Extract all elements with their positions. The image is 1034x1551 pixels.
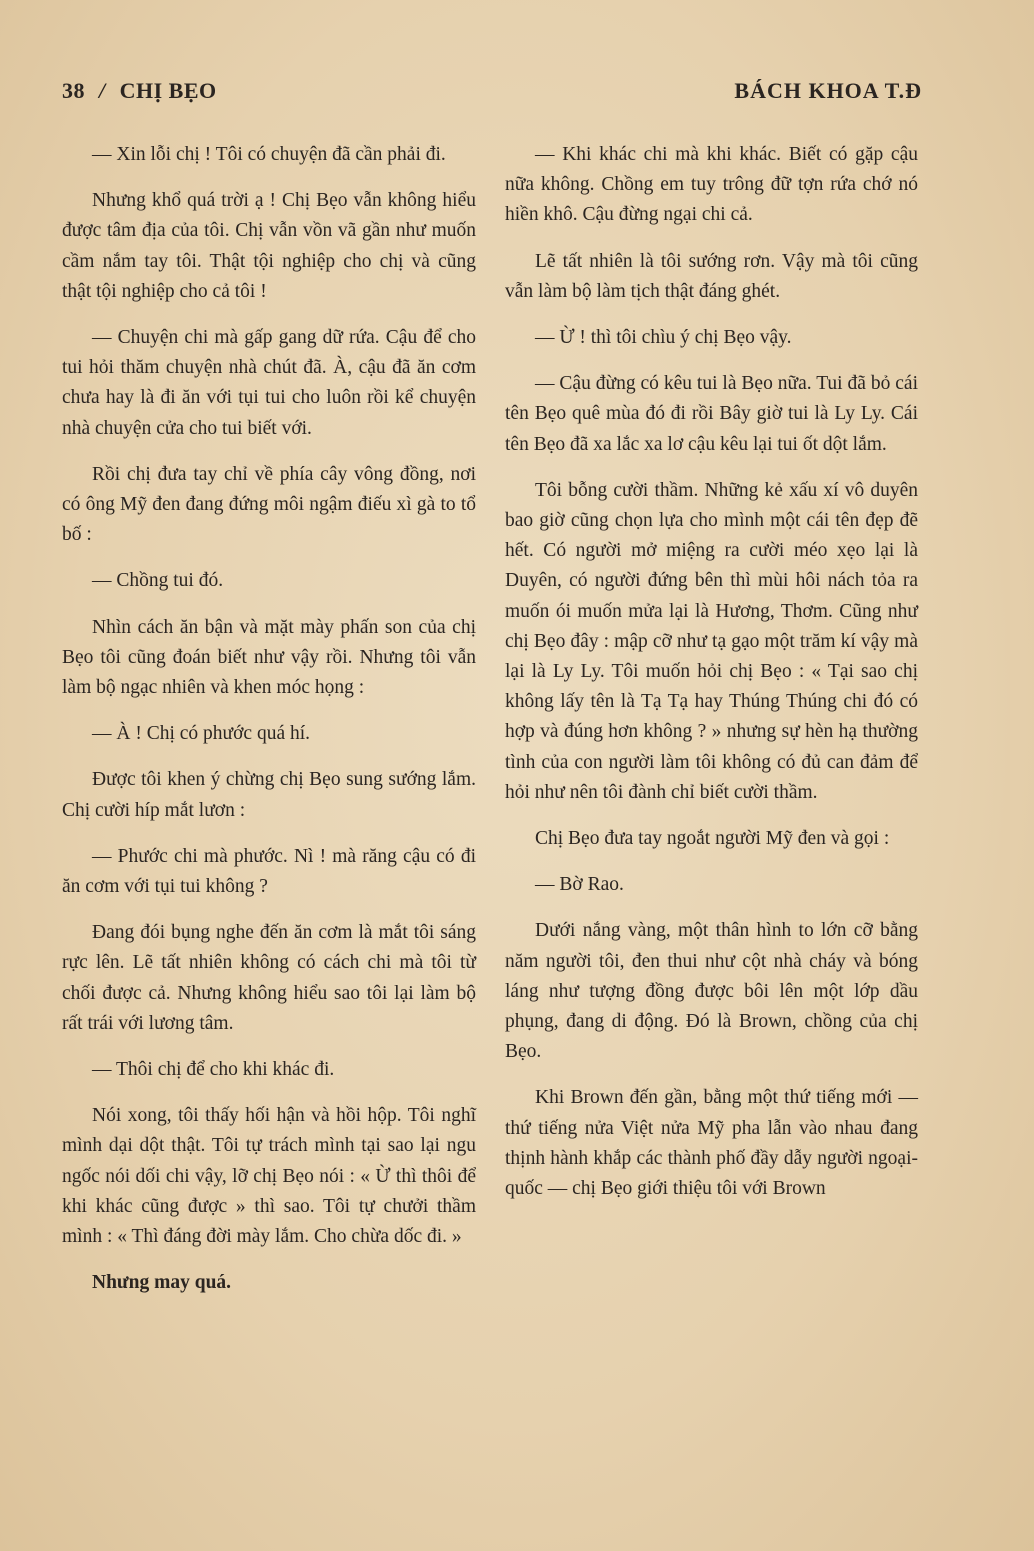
paragraph: — Chồng tui đó. bbox=[92, 570, 224, 592]
right-column bbox=[505, 140, 918, 1220]
paragraph: — Xin lỗi chị ! Tôi có chuyện đã cần phải đi. bbox=[92, 144, 446, 165]
paragraph: — Thôi chị để cho khi khác đi. bbox=[92, 1059, 335, 1081]
paragraph: — Phước chi mà phước. Nì ! mà răng cậu có đi ăn cơm với tụi tui không ? bbox=[62, 845, 476, 898]
section-title: CHỊ BẸO bbox=[119, 78, 217, 103]
paragraph: — Chuyện chi mà gấp gang dữ rứa. Cậu để cho tui hỏi thăm chuyện nhà chút đã. À, cậu đã ăn cơm chưa hay là đi ăn với tụi tui cho luôn rồi kể chuyện nhà chuyện cửa cho tui biết với. bbox=[62, 327, 476, 439]
paragraph: Rồi chị đưa tay chỉ về phía cây vông đồng, nơi có ông Mỹ đen đang đứng môi ngậm điếu xì gà to tổ bố : bbox=[62, 463, 476, 546]
paragraph: Nhưng may quá. bbox=[92, 1272, 232, 1294]
page-header bbox=[62, 78, 922, 114]
paragraph: Khi Brown đến gần, bằng một thứ tiếng mới — thứ tiếng nửa Việt nửa Mỹ pha lẫn vào nhau đang thịnh hành khắp các thành phố đầy dẫy người ngoại-quốc — chị Bẹo giới thiệu tôi với Brown bbox=[505, 1087, 918, 1200]
paragraph: Nhưng khổ quá trời ạ ! Chị Bẹo vẫn không hiểu được tâm địa của tôi. Chị vẫn vồn vã gần như muốn cầm nắm tay tôi. Thật tội nghiệp cho chị và cũng thật tội nghiệp cho cả tôi ! bbox=[62, 190, 476, 302]
paragraph: Đang đói bụng nghe đến ăn cơm là mắt tôi sáng rực lên. Lẽ tất nhiên không có cách chi mà tôi từ chối được cả. Nhưng không hiểu sao tôi lại làm bộ rất trái với lương tâm. bbox=[62, 922, 476, 1034]
paragraph: Được tôi khen ý chừng chị Bẹo sung sướng lắm. Chị cười híp mắt lươn : bbox=[62, 769, 476, 821]
paragraph: — Ừ ! thì tôi chìu ý chị Bẹo vậy. bbox=[535, 327, 792, 349]
paragraph: Chị Bẹo đưa tay ngoắt người Mỹ đen và gọi : bbox=[535, 828, 890, 850]
paragraph: — Cậu đừng có kêu tui là Bẹo nữa. Tui đã bỏ cái tên Bẹo quê mùa đó đi rồi Bây giờ tui là Ly Ly. Cái tên Bẹo đã xa lắc xa lơ cậu kêu lại tui ốt dột lắm. bbox=[505, 373, 918, 455]
paragraph: Nhìn cách ăn bận và mặt mày phấn son của chị Bẹo tôi cũng đoán biết như vậy rồi. Nhưng tôi vẫn làm bộ ngạc nhiên và khen móc họng : bbox=[62, 616, 476, 699]
paragraph: — Bờ Rao. bbox=[535, 874, 624, 896]
paragraph: Nói xong, tôi thấy hối hận và hồi hộp. Tôi nghĩ mình dại dột thật. Tôi tự trách mình tại sao lại ngu ngốc nói dối chi vậy, lỡ chị Bẹo nói : « Ừ thì thôi để khi khác cũng được » thì sao. Tôi tự chưởi thầm mình : « Thì đáng đời mày lắm. Cho chừa dốc đi. » bbox=[62, 1105, 476, 1248]
paragraph: — À ! Chị có phước quá hí. bbox=[92, 723, 311, 745]
left-column bbox=[62, 140, 476, 1315]
header-left bbox=[62, 78, 217, 104]
paragraph: Lẽ tất nhiên là tôi sướng rơn. Vậy mà tôi cũng vẫn làm bộ làm tịch thật đáng ghét. bbox=[505, 250, 918, 302]
paragraph: Dưới nắng vàng, một thân hình to lớn cỡ bằng năm người tôi, đen thui như cột nhà cháy và bóng láng như tượng đồng được bôi lên một lớp dầu phụng, đang di động. Đó là Brown, chồng của chị Bẹo. bbox=[505, 920, 918, 1063]
header-separator: / bbox=[99, 78, 106, 103]
paragraph: — Khi khác chi mà khi khác. Biết có gặp cậu nữa không. Chồng em tuy trông đữ tợn rứa chớ nó hiền khô. Cậu đừng ngại chi cả. bbox=[505, 144, 918, 226]
page-number: 38 bbox=[62, 78, 85, 103]
magazine-title: BÁCH KHOA T.Đ bbox=[734, 78, 922, 103]
paragraph: Tôi bỗng cười thầm. Những kẻ xấu xí vô duyên bao giờ cũng chọn lựa cho mình một cái tên đẹp đẽ hết. Có người mở miệng ra cười méo xẹo lại là Duyên, có người đứng bên thì mùi hôi nách tỏa ra muốn ói muốn mửa lại là Hương, Thơm. Cũng như chị Bẹo đây : mập cỡ như tạ gạo một trăm kí vậy mà lại là Ly Ly. Tôi muốn hỏi chị Bẹo : « Tại sao chị không lấy tên là Tạ Tạ hay Thúng Thúng chi đó có hợp và đúng hơn không ? » nhưng sự hèn hạ thường tình của con người làm tôi không có đủ can đảm để hỏi như nên tôi đành chỉ biết cười thầm. bbox=[505, 479, 918, 803]
